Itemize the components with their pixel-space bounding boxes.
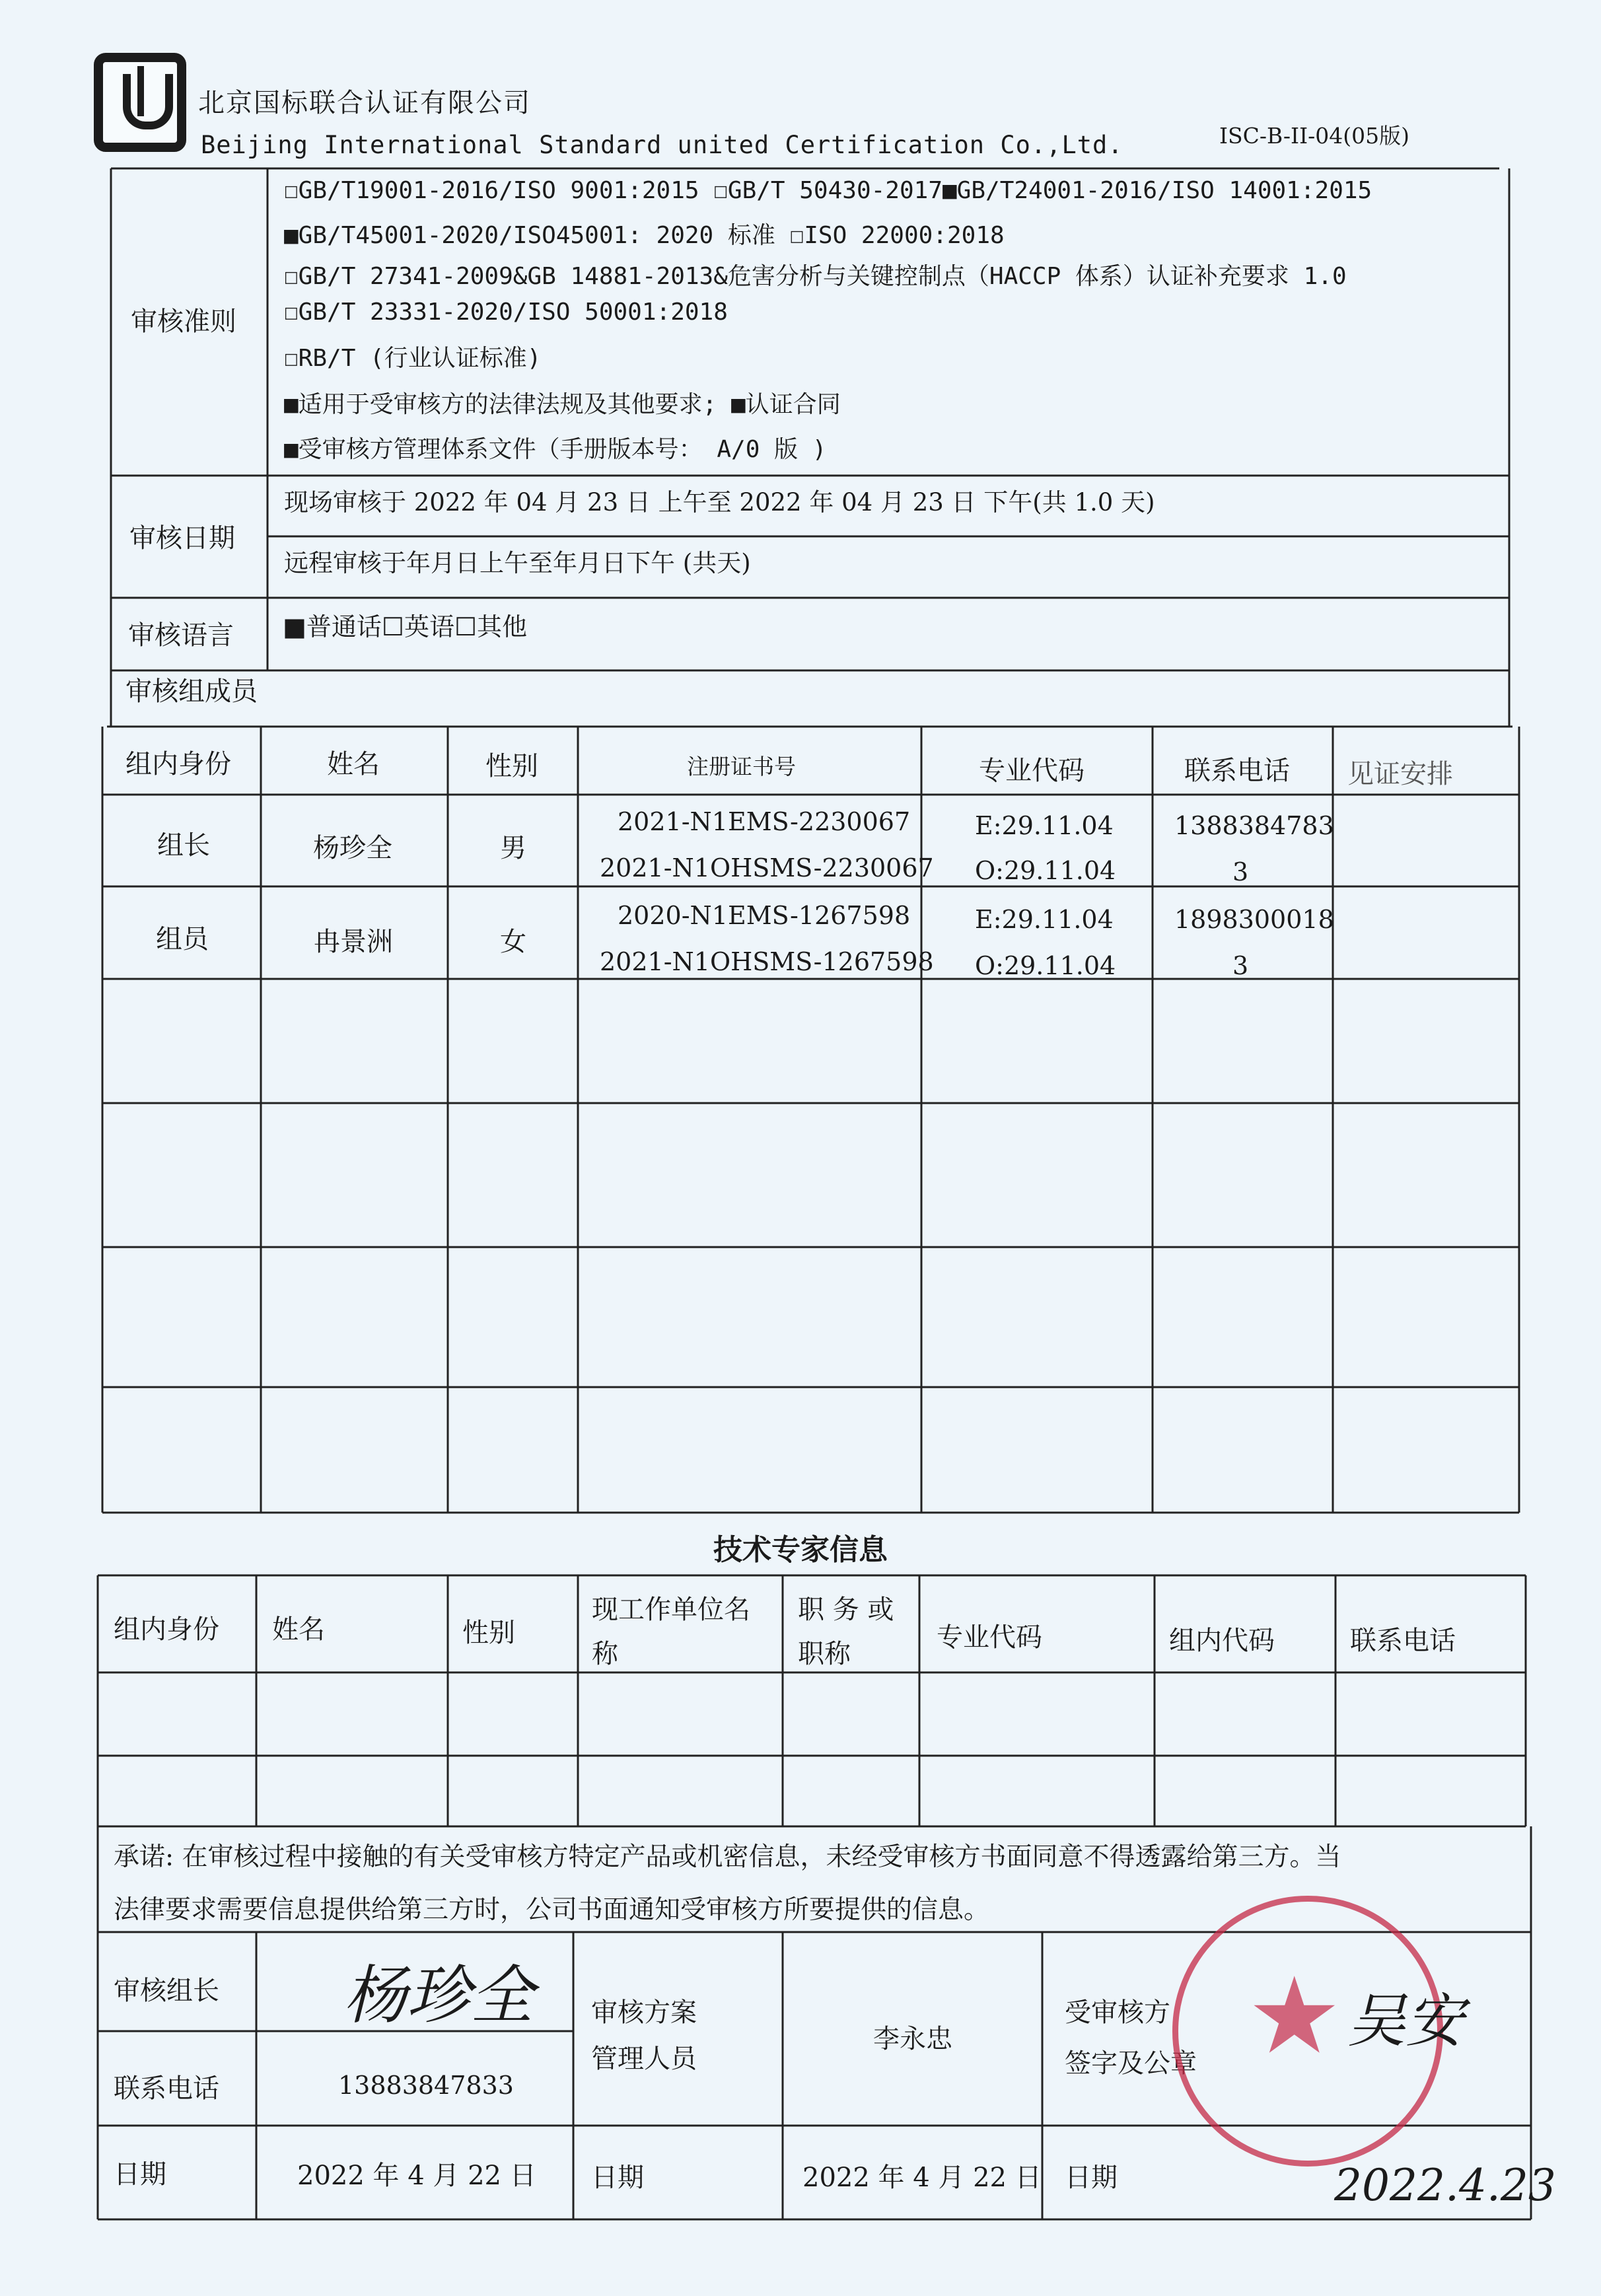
criteria-line-6: ■适用于受审核方的法律法规及其他要求; ■认证合同 bbox=[284, 391, 841, 418]
team-row-1-code-1: E:29.11.04 bbox=[975, 811, 1114, 840]
criteria-line-3: ☐GB/T 27341-2009&GB 14881-2013&危害分析与关键控制点（HACCP 体系）认证补充要求 1.0 bbox=[284, 263, 1347, 290]
audit-language-label: 审核语言 bbox=[128, 620, 234, 651]
team-row-2-code-1: E:29.11.04 bbox=[975, 905, 1114, 934]
experts-title: 技术专家信息 bbox=[713, 1533, 888, 1567]
expert-header-role: 组内身份 bbox=[114, 1614, 219, 1645]
leader-phone-label: 联系电话 bbox=[114, 2073, 219, 2104]
team-row-2-cert-1: 2020-N1EMS-1267598 bbox=[618, 901, 911, 930]
team-row-1-code-2: O:29.11.04 bbox=[975, 856, 1116, 885]
team-row-2-cert-2: 2021-N1OHSMS-1267598 bbox=[600, 947, 934, 976]
team-header-witness: 见证安排 bbox=[1347, 759, 1453, 789]
expert-header-duty-a: 职 务 或 bbox=[798, 1595, 894, 1625]
team-row-2-phone-2: 3 bbox=[1232, 951, 1249, 980]
planner-name: 李永忠 bbox=[873, 2024, 952, 2054]
team-header-code: 专业代码 bbox=[979, 756, 1085, 786]
audit-date-label: 审核日期 bbox=[129, 523, 235, 554]
expert-header-group-code: 组内代码 bbox=[1169, 1626, 1275, 1656]
auditee-label-2: 签字及公章 bbox=[1065, 2048, 1197, 2079]
leader-date-label: 日期 bbox=[114, 2159, 166, 2190]
auditee-signature: 吴安 bbox=[1347, 1987, 1464, 2055]
auditee-date-label: 日期 bbox=[1065, 2163, 1118, 2193]
remote-audit-date: 远程审核于年月日上午至年月日下午 (共天) bbox=[284, 549, 751, 577]
planner-label-1: 审核方案 bbox=[591, 1997, 697, 2028]
leader-date: 2022 年 4 月 22 日 bbox=[297, 2161, 536, 2191]
planner-date: 2022 年 4 月 22 日 bbox=[802, 2163, 1042, 2193]
company-name-cn: 北京国标联合认证有限公司 bbox=[198, 88, 531, 118]
team-row-1-cert-1: 2021-N1EMS-2230067 bbox=[618, 807, 911, 836]
auditee-label-1: 受审核方 bbox=[1065, 1997, 1170, 2028]
expert-header-unit-b: 称 bbox=[592, 1639, 618, 1669]
expert-header-gender: 性别 bbox=[462, 1618, 515, 1648]
criteria-line-7: ■受审核方管理体系文件（手册版本号： A/0 版 ) bbox=[284, 436, 827, 463]
team-row-2-gender: 女 bbox=[500, 927, 526, 957]
audit-language-value: ■普通话☐英语☐其他 bbox=[283, 612, 528, 641]
criteria-line-1: ☐GB/T19001-2016/ISO 9001:2015 ☐GB/T 50430-2017■GB/T24001-2016/ISO 14001:2015 bbox=[284, 177, 1372, 204]
commitment-line-2: 法律要求需要信息提供给第三方时，公司书面通知受审核方所要提供的信息。 bbox=[114, 1895, 990, 1925]
team-row-1-gender: 男 bbox=[500, 833, 526, 863]
expert-header-code: 专业代码 bbox=[937, 1622, 1042, 1653]
team-header-name: 姓名 bbox=[327, 749, 380, 779]
criteria-line-5: ☐RB/T (行业认证标准) bbox=[284, 345, 542, 372]
onsite-audit-date: 现场审核于 2022 年 04 月 23 日 上午至 2022 年 04 月 23 日 下午(共 1.0 天) bbox=[284, 488, 1155, 517]
leader-phone-value: 13883847833 bbox=[338, 2071, 514, 2100]
seal-star-icon: ★ bbox=[1247, 1954, 1342, 2077]
team-row-2-code-2: O:29.11.04 bbox=[975, 951, 1116, 980]
expert-header-name: 姓名 bbox=[272, 1614, 325, 1645]
team-header-role: 组内身份 bbox=[125, 749, 231, 779]
expert-header-duty-b: 职称 bbox=[798, 1639, 851, 1669]
team-label: 审核组成员 bbox=[125, 676, 258, 707]
team-row-1-role: 组长 bbox=[157, 830, 210, 861]
team-row-2-role: 组员 bbox=[156, 924, 209, 954]
team-header-phone: 联系电话 bbox=[1184, 756, 1290, 786]
auditee-date: 2022.4.23 bbox=[1334, 2160, 1556, 2211]
team-header-cert: 注册证书号 bbox=[687, 754, 796, 779]
planner-label-2: 管理人员 bbox=[591, 2044, 697, 2074]
expert-header-unit-a: 现工作单位名 bbox=[592, 1595, 750, 1625]
team-row-2-name: 冉景洲 bbox=[314, 927, 393, 957]
leader-label: 审核组长 bbox=[114, 1976, 219, 2006]
criteria-line-4: ☐GB/T 23331-2020/ISO 50001:2018 bbox=[284, 299, 728, 326]
commitment-line-1: 承诺: 在审核过程中接触的有关受审核方特定产品或机密信息，未经受审核方书面同意不得透露给第三方。当 bbox=[114, 1842, 1341, 1872]
team-row-1-name: 杨珍全 bbox=[313, 833, 392, 863]
team-row-1-cert-2: 2021-N1OHSMS-2230067 bbox=[600, 853, 934, 882]
team-row-1-phone-2: 3 bbox=[1232, 857, 1249, 886]
expert-header-phone: 联系电话 bbox=[1350, 1626, 1456, 1656]
company-name-en: Beijing International Standard united Certification Co.,Ltd. bbox=[201, 131, 1123, 159]
team-row-2-phone-1: 1898300018 bbox=[1174, 905, 1334, 934]
team-row-1-phone-1: 1388384783 bbox=[1174, 811, 1334, 840]
leader-signature: 杨珍全 bbox=[343, 1958, 534, 2032]
planner-date-label: 日期 bbox=[591, 2163, 644, 2193]
team-header-gender: 性别 bbox=[485, 751, 538, 781]
criteria-label: 审核准则 bbox=[131, 306, 236, 337]
document-code: ISC-B-II-04(05版) bbox=[1219, 123, 1410, 149]
criteria-line-2: ■GB/T45001-2020/ISO45001: 2020 标准 ☐ISO 22000:2018 bbox=[284, 222, 1005, 249]
